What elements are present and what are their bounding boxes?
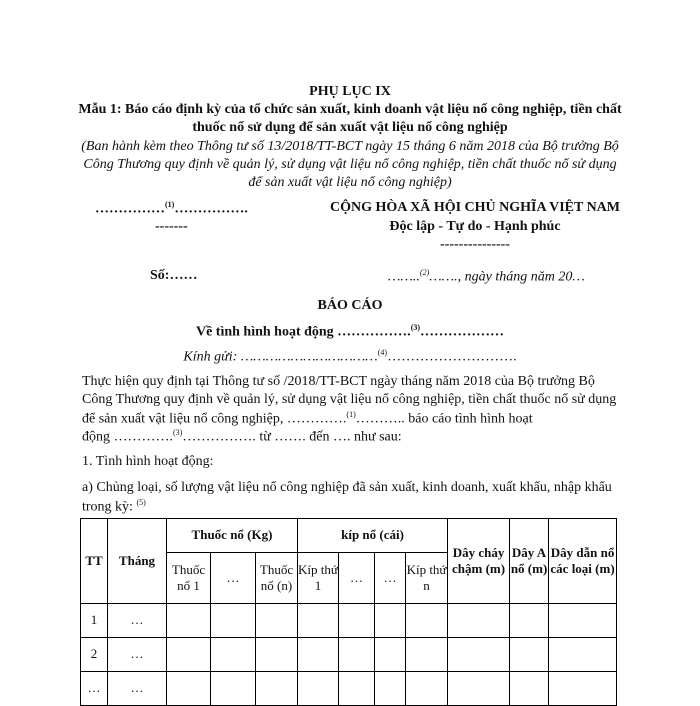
activity-table [80,518,617,706]
organization-name [95,200,248,218]
report-subject [0,323,700,341]
appendix-title: PHỤ LỤC IX [309,84,391,99]
item-a-line1: a) Chủng loại, số lượng vật liệu nổ công nghiệp đã sản xuất, kinh doanh, xuất khẩu, nhập khẩu [82,480,612,495]
recipient-line [0,348,700,366]
form-title-line1: Mẫu 1: Báo cáo định kỳ của tổ chức sản xuất, kinh doanh vật liệu nổ công nghiệp, tiền chất [78,102,622,117]
cell [406,672,448,706]
table-row [81,604,617,638]
cell [256,638,298,672]
row-month: … [108,604,167,638]
subject-sup: (3) [410,323,421,332]
cell [448,672,510,706]
body-line4-left: động …………. [82,429,173,445]
body-line4-sup: (3) [173,428,183,437]
cell [375,604,406,638]
body-line4-right: ……………. từ ……. đến …. như sau: [182,429,402,445]
cell [549,604,617,638]
row-tt: 2 [81,638,108,672]
header-month: Tháng [108,519,167,604]
body-line2: Công Thương quy định về quản lý, sử dụng vật liệu nổ công nghiệp, tiền chất thuốc nổ sử dụng [82,392,617,407]
header-detonating-cord: Dây dẫn nổ các loại (m) [549,519,617,604]
cell [339,604,375,638]
header-explosive-1: Thuốc nổ 1 [167,553,211,604]
header-detonator-group: kíp nổ (cái) [298,519,448,553]
header-fuse-a: Dây A nổ (m) [510,519,549,604]
item-a-line2-text: trong kỳ: [82,499,133,515]
note-line2: Công Thương quy định về quản lý, sử dụng vật liệu nổ công nghiệp, tiền chất thuốc nổ sử dụng [83,157,617,172]
body-line3-left: để sản xuất vật liệu nổ công nghiệp, …………. [82,411,347,427]
cell [167,672,211,706]
cell [298,672,339,706]
subject-left: Về tình hình hoạt động ……………. [195,324,411,340]
row-tt: 1 [81,604,108,638]
row-month: … [108,672,167,706]
cell [448,638,510,672]
header-detonator-dots-2: … [375,553,406,604]
header-detonator-1: Kíp thứ 1 [298,553,339,604]
table-row [81,672,617,706]
note-line1: (Ban hành kèm theo Thông tư số 13/2018/TT-BCT ngày 15 tháng 6 năm 2018 của Bộ trưởng Bộ [81,139,619,154]
section-1-heading: 1. Tình hình hoạt động: [82,454,214,469]
cell [406,604,448,638]
org-name-left: …………… [95,201,165,217]
header-explosive-dots: … [211,553,256,604]
cell [167,638,211,672]
header-detonator-n: Kíp thứ n [406,553,448,604]
header-slow-fuse: Dây cháy chậm (m) [448,519,510,604]
recipient-right: ………………………. [387,349,517,365]
nation-divider: --------------- [440,237,510,252]
item-a-sup: (5) [136,498,146,507]
cell [211,672,256,706]
nation-motto: Độc lập - Tự do - Hạnh phúc [389,219,561,234]
cell [167,604,211,638]
cell [298,604,339,638]
cell [375,672,406,706]
org-name-right: ……………. [174,201,248,217]
cell [339,672,375,706]
cell [406,638,448,672]
note-line3: để sản xuất vật liệu nổ công nghiệp) [248,175,452,190]
body-line3-sup: (1) [346,410,356,419]
date-left: …….. [388,269,420,285]
header-explosive-group: Thuốc nổ (Kg) [167,519,298,553]
document-number: Số:…… [150,268,198,283]
date-right: ……., ngày tháng năm 20… [429,269,585,285]
date-sup: (2) [419,268,430,277]
body-line4 [82,428,402,446]
cell [375,638,406,672]
body-line3-right: ……….. báo cáo tình hình hoạt [355,411,533,427]
form-title-line2: thuốc nổ sử dụng để sản xuất vật liệu nổ công nghiệp [192,120,508,135]
body-line3 [82,410,533,428]
nation-title: CỘNG HÒA XÃ HỘI CHỦ NGHĨA VIỆT NAM [329,200,620,215]
recipient-sup: (4) [377,348,388,357]
cell [549,672,617,706]
cell [256,672,298,706]
cell [256,604,298,638]
org-name-sup: (1) [165,200,175,209]
cell [298,638,339,672]
cell [510,638,549,672]
cell [510,604,549,638]
cell [211,604,256,638]
row-tt: … [81,672,108,706]
cell [448,604,510,638]
item-a-line2 [82,498,146,516]
row-month: … [108,638,167,672]
cell [339,638,375,672]
body-line1: Thực hiện quy định tại Thông tư số /2018/TT-BCT ngày tháng năm 2018 của Bộ trưởng Bộ [82,374,595,389]
document-date [388,268,585,286]
report-heading: BÁO CÁO [317,298,383,313]
table-header-row-1 [81,519,617,553]
header-explosive-n: Thuốc nổ (n) [256,553,298,604]
table-row [81,638,617,672]
subject-right: ……………… [420,324,505,340]
cell [510,672,549,706]
cell [549,638,617,672]
cell [211,638,256,672]
org-divider: ------- [155,219,188,234]
header-tt: TT [81,519,108,604]
header-detonator-dots-1: … [339,553,375,604]
recipient-left: Kính gửi: …………………………… [183,349,378,365]
